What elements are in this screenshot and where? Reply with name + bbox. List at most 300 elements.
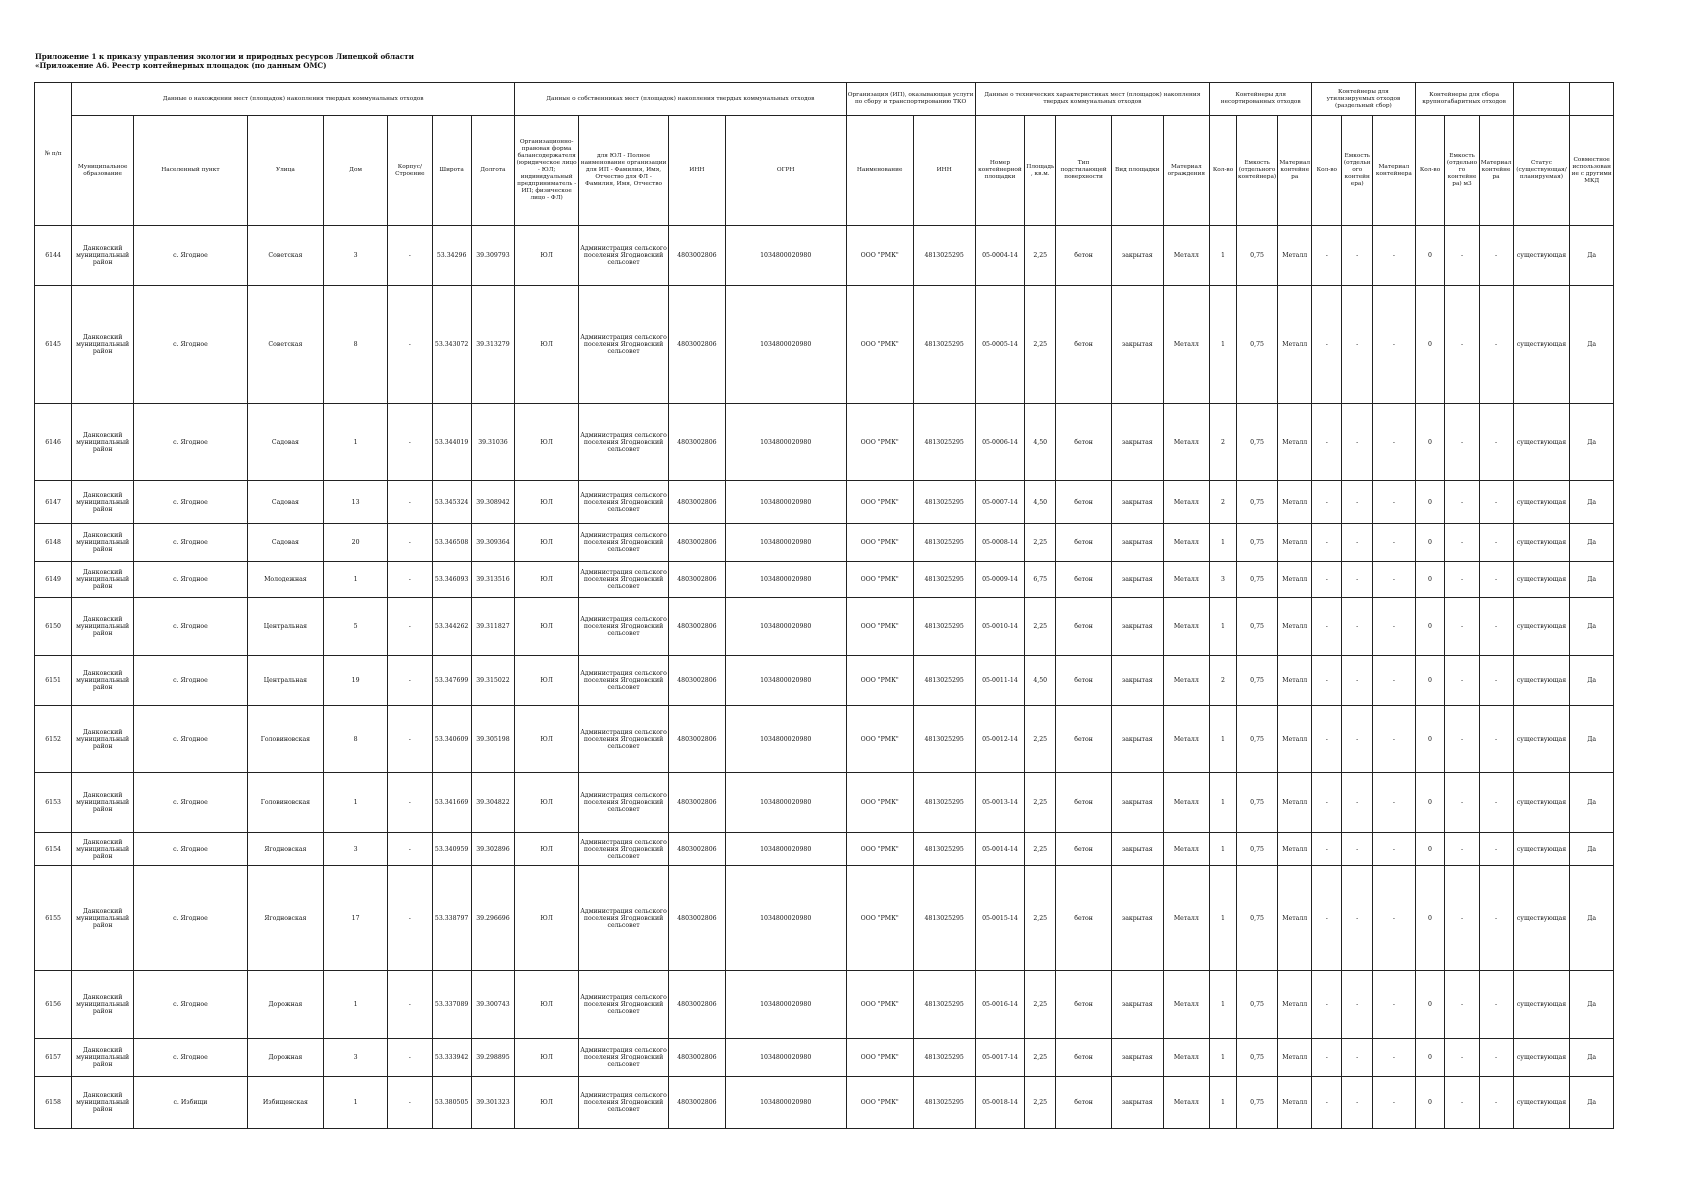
cell-latitude: 53.34296 bbox=[432, 226, 471, 286]
cell-area: 2,25 bbox=[1025, 1039, 1056, 1077]
cell-settlement: с. Избищи bbox=[134, 1077, 248, 1129]
cell-recycled-capacity: - bbox=[1342, 226, 1373, 286]
header-column-row bbox=[35, 116, 1614, 226]
cell-longitude: 39.302896 bbox=[471, 833, 514, 866]
cell-shared-use: Да bbox=[1570, 524, 1614, 562]
cell-owner-form: ЮЛ bbox=[515, 1077, 579, 1129]
cell-bulky-qty: 0 bbox=[1415, 1039, 1445, 1077]
cell-operator-inn: 4813025295 bbox=[913, 1039, 975, 1077]
cell-building: - bbox=[388, 706, 432, 773]
cell-longitude: 39.313516 bbox=[471, 562, 514, 598]
cell-operator-inn: 4813025295 bbox=[913, 706, 975, 773]
cell-row-number: 6152 bbox=[35, 706, 72, 773]
col-bulky-qty: Кол-во bbox=[1415, 116, 1445, 226]
cell-recycled-capacity: - bbox=[1342, 866, 1373, 971]
cell-latitude: 53.337089 bbox=[432, 971, 471, 1039]
cell-latitude: 53.344262 bbox=[432, 598, 471, 656]
cell-bulky-capacity: - bbox=[1445, 404, 1479, 481]
cell-site-type: закрытая bbox=[1111, 866, 1163, 971]
cell-surface-type: бетон bbox=[1056, 562, 1112, 598]
cell-longitude: 39.304822 bbox=[471, 773, 514, 833]
cell-recycled-qty: - bbox=[1312, 524, 1342, 562]
cell-settlement: с. Ягодное bbox=[134, 833, 248, 866]
cell-settlement: с. Ягодное bbox=[134, 1039, 248, 1077]
cell-fence-material: Металл bbox=[1163, 562, 1210, 598]
cell-bulky-qty: 0 bbox=[1415, 706, 1445, 773]
cell-recycled-qty: - bbox=[1312, 404, 1342, 481]
cell-recycled-qty: - bbox=[1312, 226, 1342, 286]
cell-area: 2,25 bbox=[1025, 598, 1056, 656]
cell-owner-inn: 4803002806 bbox=[669, 1077, 726, 1129]
cell-latitude: 53.346508 bbox=[432, 524, 471, 562]
cell-owner-form: ЮЛ bbox=[515, 1039, 579, 1077]
cell-house: 1 bbox=[324, 1077, 388, 1129]
col-fence: Материал ограждения bbox=[1163, 116, 1210, 226]
cell-street: Ягодновская bbox=[247, 866, 323, 971]
cell-owner-ogrn: 1034800020980 bbox=[725, 656, 846, 706]
cell-bulky-qty: 0 bbox=[1415, 1077, 1445, 1129]
col-settlement: Населенный пункт bbox=[134, 116, 248, 226]
cell-municipality: Данковский муниципальный район bbox=[72, 1039, 134, 1077]
cell-unsorted-capacity: 0,75 bbox=[1236, 598, 1277, 656]
cell-site-type: закрытая bbox=[1111, 706, 1163, 773]
cell-municipality: Данковский муниципальный район bbox=[72, 1077, 134, 1129]
cell-recycled-material: - bbox=[1373, 706, 1415, 773]
cell-area: 4,50 bbox=[1025, 481, 1056, 524]
title-line-1: Приложение 1 к приказу управления экологии и природных ресурсов Липецкой области bbox=[35, 52, 414, 61]
cell-recycled-material: - bbox=[1373, 598, 1415, 656]
cell-unsorted-capacity: 0,75 bbox=[1236, 706, 1277, 773]
cell-owner-name: Администрация сельского поселения Ягодновский сельсовет bbox=[579, 1039, 669, 1077]
cell-owner-ogrn: 1034800020980 bbox=[725, 524, 846, 562]
cell-operator-name: ООО "РМК" bbox=[846, 481, 913, 524]
cell-unsorted-capacity: 0,75 bbox=[1236, 656, 1277, 706]
col-unsorted-capacity: Емкость (отдельного контейнера) bbox=[1236, 116, 1277, 226]
col-operator-inn: ИНН bbox=[913, 116, 975, 226]
cell-site-number: 05-0018-14 bbox=[975, 1077, 1025, 1129]
cell-unsorted-capacity: 0,75 bbox=[1236, 833, 1277, 866]
cell-recycled-material: - bbox=[1373, 971, 1415, 1039]
cell-house: 1 bbox=[324, 562, 388, 598]
cell-recycled-capacity: - bbox=[1342, 971, 1373, 1039]
cell-fence-material: Металл bbox=[1163, 598, 1210, 656]
cell-owner-form: ЮЛ bbox=[515, 562, 579, 598]
cell-site-number: 05-0013-14 bbox=[975, 773, 1025, 833]
cell-recycled-capacity: - bbox=[1342, 562, 1373, 598]
cell-area: 2,25 bbox=[1025, 833, 1056, 866]
cell-owner-inn: 4803002806 bbox=[669, 404, 726, 481]
cell-building: - bbox=[388, 404, 432, 481]
cell-area: 2,25 bbox=[1025, 773, 1056, 833]
cell-street: Дорожная bbox=[247, 971, 323, 1039]
cell-longitude: 39.311827 bbox=[471, 598, 514, 656]
cell-operator-name: ООО "РМК" bbox=[846, 971, 913, 1039]
cell-longitude: 39.305198 bbox=[471, 706, 514, 773]
cell-building: - bbox=[388, 1039, 432, 1077]
cell-site-number: 05-0017-14 bbox=[975, 1039, 1025, 1077]
cell-owner-name: Администрация сельского поселения Ягодновский сельсовет bbox=[579, 656, 669, 706]
cell-unsorted-material: Металл bbox=[1278, 226, 1312, 286]
col-shared: Совместное использование с другими МКД bbox=[1570, 116, 1614, 226]
cell-operator-name: ООО "РМК" bbox=[846, 598, 913, 656]
cell-site-number: 05-0016-14 bbox=[975, 971, 1025, 1039]
cell-status: существующая bbox=[1513, 1077, 1570, 1129]
cell-owner-form: ЮЛ bbox=[515, 866, 579, 971]
cell-bulky-capacity: - bbox=[1445, 866, 1479, 971]
cell-longitude: 39.31036 bbox=[471, 404, 514, 481]
cell-recycled-material: - bbox=[1373, 833, 1415, 866]
col-surface: Тип подстилающей поверхности bbox=[1056, 116, 1112, 226]
cell-municipality: Данковский муниципальный район bbox=[72, 971, 134, 1039]
cell-recycled-qty: - bbox=[1312, 656, 1342, 706]
table-row bbox=[35, 562, 1614, 598]
cell-building: - bbox=[388, 773, 432, 833]
cell-operator-inn: 4813025295 bbox=[913, 226, 975, 286]
cell-owner-inn: 4803002806 bbox=[669, 656, 726, 706]
cell-recycled-material: - bbox=[1373, 481, 1415, 524]
cell-status: существующая bbox=[1513, 656, 1570, 706]
cell-operator-name: ООО "РМК" bbox=[846, 656, 913, 706]
cell-unsorted-material: Металл bbox=[1278, 404, 1312, 481]
cell-longitude: 39.298895 bbox=[471, 1039, 514, 1077]
cell-recycled-capacity: - bbox=[1342, 1039, 1373, 1077]
col-owner-name: для ЮЛ - Полное наименование организации для ИП - Фамилия, Имя, Отчество для ФЛ - Фамилия, Имя, Отчество bbox=[579, 116, 669, 226]
cell-operator-inn: 4813025295 bbox=[913, 1077, 975, 1129]
col-recycled-qty: Кол-во bbox=[1312, 116, 1342, 226]
cell-recycled-capacity: - bbox=[1342, 1077, 1373, 1129]
cell-settlement: с. Ягодное bbox=[134, 971, 248, 1039]
cell-recycled-material: - bbox=[1373, 562, 1415, 598]
cell-longitude: 39.300743 bbox=[471, 971, 514, 1039]
cell-recycled-qty: - bbox=[1312, 971, 1342, 1039]
cell-shared-use: Да bbox=[1570, 481, 1614, 524]
cell-owner-inn: 4803002806 bbox=[669, 1039, 726, 1077]
cell-settlement: с. Ягодное bbox=[134, 656, 248, 706]
cell-status: существующая bbox=[1513, 706, 1570, 773]
table-row bbox=[35, 971, 1614, 1039]
cell-owner-inn: 4803002806 bbox=[669, 226, 726, 286]
cell-surface-type: бетон bbox=[1056, 1039, 1112, 1077]
cell-longitude: 39.309364 bbox=[471, 524, 514, 562]
cell-site-number: 05-0004-14 bbox=[975, 226, 1025, 286]
cell-shared-use: Да bbox=[1570, 562, 1614, 598]
table-row bbox=[35, 706, 1614, 773]
group-bulky: Контейнеры для сбора крупногабаритных отходов bbox=[1415, 83, 1513, 116]
cell-surface-type: бетон bbox=[1056, 656, 1112, 706]
cell-row-number: 6145 bbox=[35, 286, 72, 404]
cell-house: 5 bbox=[324, 598, 388, 656]
cell-building: - bbox=[388, 598, 432, 656]
cell-bulky-qty: 0 bbox=[1415, 773, 1445, 833]
table-row bbox=[35, 866, 1614, 971]
cell-row-number: 6150 bbox=[35, 598, 72, 656]
cell-site-number: 05-0008-14 bbox=[975, 524, 1025, 562]
cell-fence-material: Металл bbox=[1163, 1039, 1210, 1077]
cell-fence-material: Металл bbox=[1163, 971, 1210, 1039]
cell-row-number: 6149 bbox=[35, 562, 72, 598]
cell-area: 2,25 bbox=[1025, 226, 1056, 286]
cell-fence-material: Металл bbox=[1163, 656, 1210, 706]
col-unsorted-qty: Кол-во bbox=[1210, 116, 1237, 226]
cell-surface-type: бетон bbox=[1056, 226, 1112, 286]
cell-row-number: 6146 bbox=[35, 404, 72, 481]
cell-longitude: 39.301323 bbox=[471, 1077, 514, 1129]
cell-unsorted-material: Металл bbox=[1278, 598, 1312, 656]
cell-bulky-material: - bbox=[1479, 1039, 1513, 1077]
cell-street: Садовая bbox=[247, 481, 323, 524]
cell-unsorted-capacity: 0,75 bbox=[1236, 1039, 1277, 1077]
cell-recycled-material: - bbox=[1373, 656, 1415, 706]
cell-operator-name: ООО "РМК" bbox=[846, 524, 913, 562]
cell-recycled-material: - bbox=[1373, 866, 1415, 971]
cell-recycled-qty: - bbox=[1312, 833, 1342, 866]
col-operator-name: Наименование bbox=[846, 116, 913, 226]
table-row bbox=[35, 404, 1614, 481]
col-site-type: Вид площадки bbox=[1111, 116, 1163, 226]
cell-bulky-qty: 0 bbox=[1415, 598, 1445, 656]
cell-operator-name: ООО "РМК" bbox=[846, 1039, 913, 1077]
cell-bulky-material: - bbox=[1479, 598, 1513, 656]
cell-municipality: Данковский муниципальный район bbox=[72, 404, 134, 481]
group-status-empty bbox=[1513, 83, 1570, 116]
cell-bulky-material: - bbox=[1479, 773, 1513, 833]
cell-latitude: 53.338797 bbox=[432, 866, 471, 971]
cell-site-type: закрытая bbox=[1111, 404, 1163, 481]
cell-unsorted-capacity: 0,75 bbox=[1236, 773, 1277, 833]
cell-recycled-qty: - bbox=[1312, 706, 1342, 773]
table-row bbox=[35, 481, 1614, 524]
cell-house: 13 bbox=[324, 481, 388, 524]
cell-street: Молодежная bbox=[247, 562, 323, 598]
header-group-row bbox=[35, 83, 1614, 116]
cell-unsorted-capacity: 0,75 bbox=[1236, 404, 1277, 481]
cell-unsorted-qty: 2 bbox=[1210, 656, 1237, 706]
cell-fence-material: Металл bbox=[1163, 706, 1210, 773]
cell-operator-inn: 4813025295 bbox=[913, 524, 975, 562]
cell-street: Советская bbox=[247, 226, 323, 286]
cell-building: - bbox=[388, 1077, 432, 1129]
cell-bulky-material: - bbox=[1479, 1077, 1513, 1129]
cell-latitude: 53.341669 bbox=[432, 773, 471, 833]
cell-shared-use: Да bbox=[1570, 286, 1614, 404]
cell-unsorted-material: Металл bbox=[1278, 773, 1312, 833]
cell-street: Головиновская bbox=[247, 706, 323, 773]
cell-owner-ogrn: 1034800020980 bbox=[725, 481, 846, 524]
cell-site-type: закрытая bbox=[1111, 286, 1163, 404]
cell-status: существующая bbox=[1513, 971, 1570, 1039]
cell-site-type: закрытая bbox=[1111, 1039, 1163, 1077]
cell-building: - bbox=[388, 562, 432, 598]
table-row bbox=[35, 226, 1614, 286]
cell-site-number: 05-0005-14 bbox=[975, 286, 1025, 404]
cell-owner-form: ЮЛ bbox=[515, 481, 579, 524]
cell-owner-inn: 4803002806 bbox=[669, 706, 726, 773]
cell-recycled-qty: - bbox=[1312, 1039, 1342, 1077]
cell-bulky-capacity: - bbox=[1445, 481, 1479, 524]
cell-street: Центральная bbox=[247, 598, 323, 656]
cell-owner-inn: 4803002806 bbox=[669, 481, 726, 524]
col-ogrn: ОГРН bbox=[725, 116, 846, 226]
cell-recycled-qty: - bbox=[1312, 1077, 1342, 1129]
cell-recycled-material: - bbox=[1373, 1039, 1415, 1077]
cell-recycled-capacity: - bbox=[1342, 286, 1373, 404]
cell-operator-inn: 4813025295 bbox=[913, 286, 975, 404]
cell-shared-use: Да bbox=[1570, 833, 1614, 866]
cell-building: - bbox=[388, 286, 432, 404]
cell-bulky-qty: 0 bbox=[1415, 833, 1445, 866]
cell-bulky-material: - bbox=[1479, 286, 1513, 404]
cell-operator-inn: 4813025295 bbox=[913, 773, 975, 833]
table-row bbox=[35, 1039, 1614, 1077]
cell-owner-ogrn: 1034800020980 bbox=[725, 1039, 846, 1077]
cell-latitude: 53.340959 bbox=[432, 833, 471, 866]
cell-area: 2,25 bbox=[1025, 971, 1056, 1039]
cell-surface-type: бетон bbox=[1056, 598, 1112, 656]
cell-unsorted-material: Металл bbox=[1278, 1039, 1312, 1077]
table-row bbox=[35, 598, 1614, 656]
cell-house: 8 bbox=[324, 706, 388, 773]
cell-unsorted-material: Металл bbox=[1278, 481, 1312, 524]
cell-status: существующая bbox=[1513, 404, 1570, 481]
col-num: № п/п bbox=[35, 83, 72, 226]
group-shared-empty bbox=[1570, 83, 1614, 116]
cell-municipality: Данковский муниципальный район bbox=[72, 656, 134, 706]
cell-unsorted-material: Металл bbox=[1278, 833, 1312, 866]
cell-owner-ogrn: 1034800020980 bbox=[725, 866, 846, 971]
cell-owner-ogrn: 1034800020980 bbox=[725, 833, 846, 866]
col-area: Площадь, кв.м. bbox=[1025, 116, 1056, 226]
cell-fence-material: Металл bbox=[1163, 524, 1210, 562]
cell-house: 3 bbox=[324, 833, 388, 866]
cell-house: 20 bbox=[324, 524, 388, 562]
cell-unsorted-qty: 2 bbox=[1210, 481, 1237, 524]
cell-site-type: закрытая bbox=[1111, 971, 1163, 1039]
cell-shared-use: Да bbox=[1570, 1077, 1614, 1129]
cell-fence-material: Металл bbox=[1163, 1077, 1210, 1129]
cell-owner-name: Администрация сельского поселения Ягодновский сельсовет bbox=[579, 524, 669, 562]
cell-owner-name: Администрация сельского поселения Ягодновский сельсовет bbox=[579, 866, 669, 971]
cell-bulky-material: - bbox=[1479, 404, 1513, 481]
cell-owner-form: ЮЛ bbox=[515, 833, 579, 866]
cell-settlement: с. Ягодное bbox=[134, 404, 248, 481]
cell-surface-type: бетон bbox=[1056, 971, 1112, 1039]
col-owner-form: Организационно-правовая форма балансодержателя (юридическое лицо - ЮЛ; индивидуальный предприниматель - ИП; физическое лицо - ФЛ) bbox=[515, 116, 579, 226]
cell-owner-name: Администрация сельского поселения Ягодновский сельсовет bbox=[579, 971, 669, 1039]
cell-owner-name: Администрация сельского поселения Ягодновский сельсовет bbox=[579, 1077, 669, 1129]
cell-street: Центральная bbox=[247, 656, 323, 706]
cell-status: существующая bbox=[1513, 833, 1570, 866]
col-lon: Долгота bbox=[471, 116, 514, 226]
cell-municipality: Данковский муниципальный район bbox=[72, 562, 134, 598]
cell-status: существующая bbox=[1513, 866, 1570, 971]
cell-street: Ягодновская bbox=[247, 833, 323, 866]
cell-bulky-qty: 0 bbox=[1415, 481, 1445, 524]
cell-owner-name: Администрация сельского поселения Ягодновский сельсовет bbox=[579, 598, 669, 656]
cell-unsorted-qty: 1 bbox=[1210, 833, 1237, 866]
cell-building: - bbox=[388, 656, 432, 706]
cell-bulky-material: - bbox=[1479, 226, 1513, 286]
cell-longitude: 39.308942 bbox=[471, 481, 514, 524]
group-tech: Данные о технических характеристиках мест (площадок) накопления твердых коммунальных отходов bbox=[975, 83, 1209, 116]
cell-operator-name: ООО "РМК" bbox=[846, 404, 913, 481]
cell-operator-inn: 4813025295 bbox=[913, 404, 975, 481]
cell-area: 6,75 bbox=[1025, 562, 1056, 598]
cell-site-number: 05-0007-14 bbox=[975, 481, 1025, 524]
cell-operator-inn: 4813025295 bbox=[913, 598, 975, 656]
cell-owner-inn: 4803002806 bbox=[669, 562, 726, 598]
cell-building: - bbox=[388, 226, 432, 286]
cell-longitude: 39.313279 bbox=[471, 286, 514, 404]
cell-recycled-capacity: - bbox=[1342, 524, 1373, 562]
cell-unsorted-qty: 1 bbox=[1210, 1039, 1237, 1077]
cell-bulky-material: - bbox=[1479, 524, 1513, 562]
cell-street: Садовая bbox=[247, 404, 323, 481]
cell-owner-ogrn: 1034800020980 bbox=[725, 286, 846, 404]
cell-bulky-capacity: - bbox=[1445, 1039, 1479, 1077]
cell-unsorted-material: Металл bbox=[1278, 286, 1312, 404]
cell-site-number: 05-0009-14 bbox=[975, 562, 1025, 598]
cell-row-number: 6144 bbox=[35, 226, 72, 286]
cell-recycled-qty: - bbox=[1312, 866, 1342, 971]
cell-bulky-qty: 0 bbox=[1415, 562, 1445, 598]
cell-recycled-capacity: - bbox=[1342, 773, 1373, 833]
cell-status: существующая bbox=[1513, 524, 1570, 562]
cell-unsorted-qty: 1 bbox=[1210, 598, 1237, 656]
cell-municipality: Данковский муниципальный район bbox=[72, 481, 134, 524]
cell-site-number: 05-0015-14 bbox=[975, 866, 1025, 971]
cell-latitude: 53.380505 bbox=[432, 1077, 471, 1129]
cell-site-type: закрытая bbox=[1111, 656, 1163, 706]
cell-area: 2,25 bbox=[1025, 524, 1056, 562]
group-operator: Организация (ИП), оказывающая услуги по сбору и транспортированию ТКО bbox=[846, 83, 975, 116]
table-row bbox=[35, 286, 1614, 404]
cell-site-type: закрытая bbox=[1111, 562, 1163, 598]
cell-recycled-qty: - bbox=[1312, 562, 1342, 598]
table-body bbox=[35, 226, 1614, 1129]
cell-site-type: закрытая bbox=[1111, 524, 1163, 562]
cell-owner-ogrn: 1034800020980 bbox=[725, 971, 846, 1039]
cell-owner-form: ЮЛ bbox=[515, 971, 579, 1039]
cell-surface-type: бетон bbox=[1056, 404, 1112, 481]
cell-settlement: с. Ягодное bbox=[134, 706, 248, 773]
col-site-number: Номер контейнерной площадки bbox=[975, 116, 1025, 226]
cell-site-number: 05-0012-14 bbox=[975, 706, 1025, 773]
table-row bbox=[35, 656, 1614, 706]
cell-status: существующая bbox=[1513, 226, 1570, 286]
cell-owner-ogrn: 1034800020980 bbox=[725, 1077, 846, 1129]
cell-settlement: с. Ягодное bbox=[134, 286, 248, 404]
cell-operator-name: ООО "РМК" bbox=[846, 226, 913, 286]
cell-unsorted-qty: 2 bbox=[1210, 404, 1237, 481]
cell-fence-material: Металл bbox=[1163, 404, 1210, 481]
cell-longitude: 39.296696 bbox=[471, 866, 514, 971]
cell-house: 17 bbox=[324, 866, 388, 971]
cell-recycled-material: - bbox=[1373, 773, 1415, 833]
cell-house: 19 bbox=[324, 656, 388, 706]
group-recycled: Контейнеры для утилизируемых отходов (раздельный сбор) bbox=[1312, 83, 1415, 116]
cell-site-type: закрытая bbox=[1111, 226, 1163, 286]
cell-unsorted-material: Металл bbox=[1278, 524, 1312, 562]
cell-unsorted-qty: 1 bbox=[1210, 286, 1237, 404]
cell-bulky-material: - bbox=[1479, 706, 1513, 773]
cell-unsorted-capacity: 0,75 bbox=[1236, 226, 1277, 286]
cell-house: 3 bbox=[324, 1039, 388, 1077]
cell-unsorted-material: Металл bbox=[1278, 656, 1312, 706]
col-street: Улица bbox=[247, 116, 323, 226]
cell-row-number: 6151 bbox=[35, 656, 72, 706]
cell-municipality: Данковский муниципальный район bbox=[72, 598, 134, 656]
cell-owner-inn: 4803002806 bbox=[669, 286, 726, 404]
